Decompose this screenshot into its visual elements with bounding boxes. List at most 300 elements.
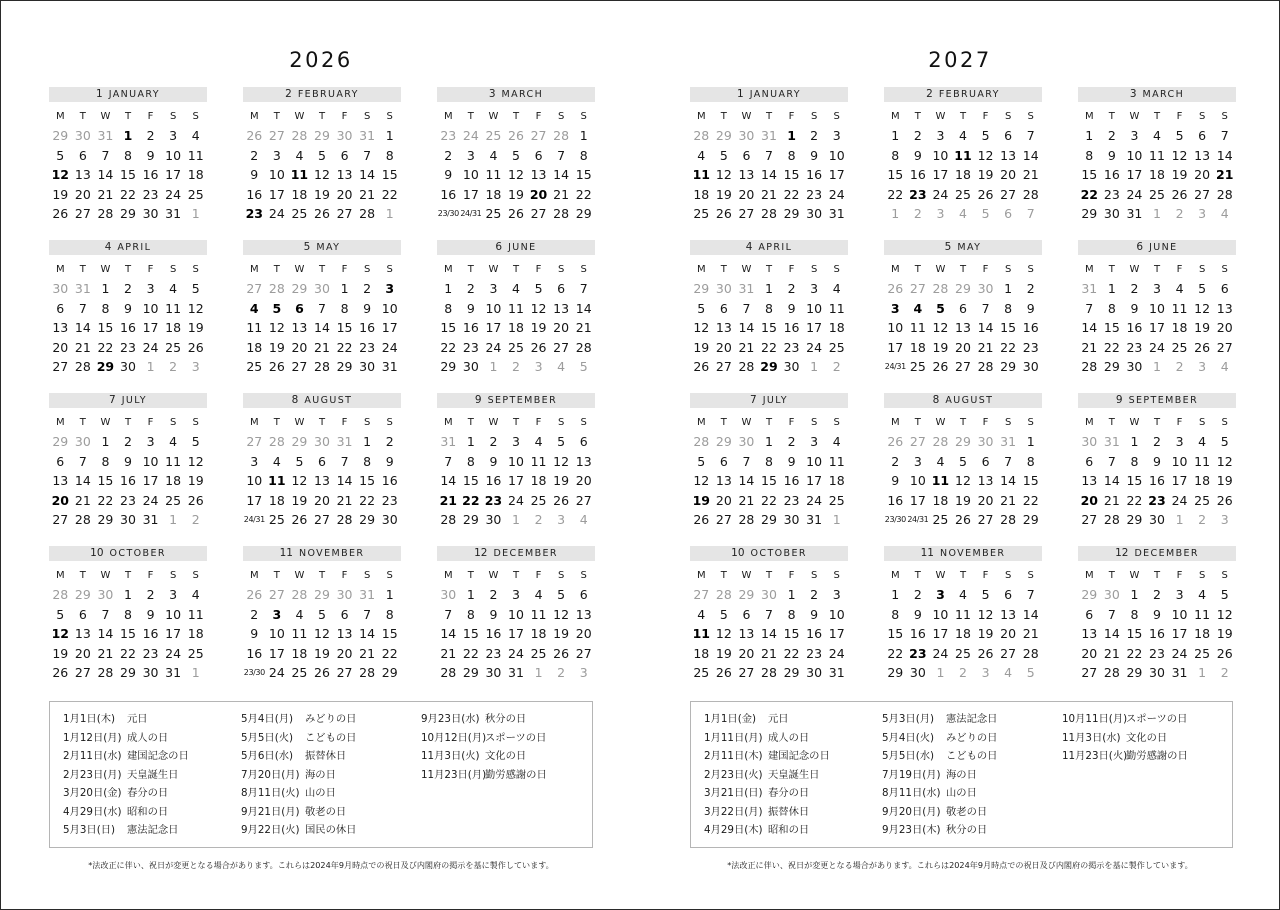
day-cell: 14 [553,167,570,182]
day-cell: 15 [887,167,904,182]
day-cell: 22 [1103,339,1120,355]
day-cell: 12 [187,300,204,316]
day-cell: 4 [1198,587,1207,602]
day-cell: 24 [142,492,159,508]
month-block [243,393,401,530]
day-cell: 26 [1171,186,1188,202]
day-cell: 18 [485,186,502,202]
day-cell: 21 [575,320,592,335]
day-cell: 29 [1081,206,1098,221]
day-cell: 25 [1194,492,1211,508]
day-cell: 11 [1194,606,1211,622]
day-cell: 13 [52,473,69,488]
weekday-label: S [557,416,565,428]
day-cell: 26 [1216,492,1233,508]
day-cell: 20 [715,492,732,508]
day-cell: 27 [291,359,308,374]
weekday-label: M [249,416,259,428]
day-cell: 11 [530,453,547,469]
adjacent-month-day-cell: 5 [1026,665,1035,680]
month-days [690,260,848,377]
day-cell: 24/31 [243,515,265,524]
day-cell: 14 [359,167,376,182]
day-cell: 9 [810,606,819,622]
day-cell: 24 [806,492,823,508]
day-cell: 12 [932,320,949,335]
day-cell: 12 [715,167,732,182]
weekday-label: T [467,263,474,275]
day-cell: 11 [1194,453,1211,469]
day-cell: 7 [1026,587,1035,602]
day-cell: 14 [97,626,114,641]
day-cell: 7 [557,147,566,163]
day-cell: 31 [828,206,845,221]
holiday-name: 元日 [768,713,789,725]
day-cell: 14 [97,167,114,182]
holiday-date: 9月23日(水) [421,713,480,725]
month-number: 2 [285,88,292,100]
month-number: 5 [303,241,311,253]
holiday-date: 11月23日(月) [421,768,487,781]
weekday-label: T [318,569,326,581]
adjacent-month-day-cell: 26 [246,128,263,143]
day-cell: 5 [1198,281,1207,296]
day-cell: 27 [336,206,353,221]
adjacent-month-day-cell: 26 [246,587,263,602]
holiday-item [704,821,876,840]
day-cell: 15 [575,167,592,182]
day-cell: 17 [142,473,159,488]
month-block [884,87,1042,224]
adjacent-month-day-cell: 3 [1198,359,1207,374]
weekday-label: S [1027,110,1034,122]
day-cell: 17 [1149,320,1165,335]
day-cell: 7 [101,147,110,163]
day-cell: 25 [932,512,949,527]
holiday-day-cell: 20 [51,492,69,508]
month-number: 7 [109,394,116,406]
adjacent-month-day-cell: 30 [336,128,353,143]
weekday-label: M [696,110,706,122]
adjacent-month-day-cell: 1 [1175,512,1184,527]
day-cell: 20 [1216,320,1233,335]
day-cell: 9 [489,453,498,469]
weekday-label: F [982,569,989,581]
holiday-item [882,729,1054,748]
day-cell: 30 [1022,359,1039,374]
day-cell: 27 [715,359,732,374]
day-cell: 3 [146,281,155,296]
day-cell: 13 [314,473,330,488]
day-cell: 26 [553,492,570,508]
day-cell: 27 [1216,339,1233,355]
day-cell: 6 [1085,606,1094,622]
weekday-label: M [249,569,259,581]
day-cell: 18 [268,492,285,508]
day-cell: 31 [165,665,182,680]
day-cell: 7 [444,606,453,622]
day-cell: 27 [52,359,69,374]
day-cell: 14 [761,626,777,641]
day-cell: 22 [761,492,777,508]
adjacent-month-day-cell: 27 [246,434,263,449]
day-cell: 14 [1022,147,1039,163]
day-cell: 28 [761,206,777,221]
month-name: APRIL [758,242,793,253]
day-cell: 14 [440,473,457,488]
day-cell: 6 [557,281,566,296]
day-cell: 19 [693,339,710,355]
day-cell: 21 [738,492,755,508]
day-cell: 26 [553,645,570,661]
day-cell: 20 [1081,645,1098,661]
adjacent-month-day-cell: 30 [977,434,994,449]
adjacent-month-day-cell: 31 [74,281,91,296]
weekday-label: F [147,263,154,275]
adjacent-month-day-cell: 25 [485,128,502,143]
day-cell: 12 [715,626,732,641]
holiday-name: 振替休日 [305,750,347,762]
holiday-day-cell: 11 [954,147,972,163]
day-cell: 21 [1022,626,1039,641]
day-cell: 9 [146,606,155,622]
day-cell: 16 [485,626,502,641]
day-cell: 9 [1153,606,1161,622]
holiday-column [421,710,593,784]
day-cell: 8 [444,300,453,316]
day-cell: 6 [340,147,349,163]
day-cell: 29 [440,359,457,374]
weekday-label: S [1027,416,1034,428]
day-cell: 28 [977,359,994,374]
day-cell: 14 [359,626,376,641]
month-number: 7 [750,394,757,406]
holiday-name: 成人の日 [768,731,810,744]
holiday-day-cell: 11 [268,473,286,488]
day-cell: 23 [783,339,800,355]
day-cell: 1 [1130,587,1139,602]
adjacent-month-day-cell: 1 [810,359,819,374]
day-cell: 4 [295,147,304,163]
day-cell: 20 [1000,167,1017,182]
day-cell: 18 [165,473,182,488]
day-cell: 15 [783,167,800,182]
day-cell: 12 [530,300,547,316]
weekday-label: M [55,110,65,122]
adjacent-month-day-cell: 3 [981,665,990,680]
day-cell: 9 [385,453,394,469]
adjacent-month-day-cell: 3 [1220,512,1229,527]
month-block [884,240,1042,377]
day-cell: 19 [553,626,570,641]
day-cell: 23 [1022,339,1039,355]
day-cell: 1 [1026,434,1035,449]
day-cell: 13 [74,167,91,182]
holiday-day-cell: 4 [249,300,259,316]
day-cell: 9 [466,300,475,316]
day-cell: 10 [268,167,285,182]
holiday-date: 1月1日(金) [704,713,757,725]
day-cell: 17 [246,492,263,508]
day-cell: 19 [715,645,732,661]
weekday-label: W [294,416,305,428]
day-cell: 17 [932,626,949,641]
day-cell: 13 [575,453,592,469]
day-cell: 6 [981,453,990,469]
month-name: OCTOBER [750,548,807,559]
weekday-label: S [169,416,177,428]
day-cell: 28 [440,512,457,527]
day-cell: 10 [806,300,823,316]
holiday-item [1062,710,1234,729]
day-cell: 21 [359,645,376,661]
day-cell: 17 [932,167,949,182]
day-cell: 22 [783,186,800,202]
day-cell: 4 [169,434,178,449]
day-cell: 3 [146,434,155,449]
day-cell: 17 [909,492,926,508]
day-cell: 14 [1081,320,1098,335]
month-grid [690,87,1238,683]
day-cell: 8 [385,147,394,163]
weekday-label: S [363,263,371,275]
month-days [437,107,595,224]
day-cell: 4 [295,606,304,622]
month-header [243,393,401,408]
day-cell: 6 [1220,281,1229,296]
holiday-day-cell: 22 [462,492,480,508]
weekday-label: M [443,110,453,122]
holiday-date: 4月29日(水) [63,805,122,818]
month-name: FEBRUARY [938,89,1000,100]
adjacent-month-day-cell: 3 [579,665,588,680]
day-cell: 11 [530,606,547,622]
day-cell: 17 [806,320,823,335]
day-cell: 6 [318,453,326,469]
day-cell: 14 [1103,626,1120,641]
adjacent-month-day-cell: 1 [489,359,498,374]
day-cell: 4 [1175,281,1184,296]
day-cell: 2 [891,453,900,469]
day-cell: 20 [74,186,91,202]
day-cell: 12 [553,606,570,622]
day-cell: 24 [485,339,502,355]
month-name: OCTOBER [109,548,166,559]
month-name: JULY [762,395,788,406]
month-block [49,546,207,683]
weekday-label: T [1108,263,1115,275]
day-cell: 23 [485,645,502,661]
day-cell: 16 [887,492,904,508]
day-cell: 8 [101,300,110,316]
month-days [243,260,401,377]
weekday-label: F [147,569,154,581]
day-cell: 1 [124,587,132,602]
weekday-label: F [1176,110,1183,122]
day-cell: 6 [56,300,65,316]
weekday-label: W [1129,263,1140,275]
holiday-day-cell: 21 [1216,167,1234,182]
day-cell: 31 [806,512,823,527]
month-header [690,393,848,408]
day-cell: 27 [1081,665,1098,680]
holiday-item [241,821,413,840]
adjacent-month-day-cell: 31 [336,434,353,449]
day-cell: 9 [787,453,796,469]
day-cell: 26 [715,665,732,680]
holiday-item [421,766,593,785]
day-cell: 19 [187,473,204,488]
day-cell: 29 [761,512,777,527]
day-cell: 21 [336,492,353,508]
month-header [884,546,1042,561]
day-cell: 14 [1103,473,1120,488]
day-cell: 8 [1130,453,1139,469]
day-cell: 4 [697,606,706,622]
day-cell: 26 [314,665,330,680]
day-cell: 17 [828,167,845,182]
month-number: 12 [1115,547,1129,559]
adjacent-month-day-cell: 28 [268,281,285,296]
day-cell: 12 [1216,453,1233,469]
day-cell: 27 [553,339,570,355]
month-number: 1 [737,88,744,100]
day-cell: 15 [462,473,479,488]
day-cell: 11 [955,606,971,622]
day-cell: 11 [187,147,204,163]
weekday-label: W [935,569,946,581]
adjacent-month-day-cell: 1 [1153,359,1161,374]
month-header [884,240,1042,255]
day-cell: 10 [932,147,949,163]
adjacent-month-day-cell: 30 [314,434,330,449]
adjacent-month-day-cell: 2 [1198,512,1207,527]
weekday-label: S [1198,569,1206,581]
day-cell: 18 [187,626,204,641]
day-cell: 22 [887,186,904,202]
weekday-label: S [810,416,818,428]
month-header [1078,393,1236,408]
weekday-label: T [720,569,727,581]
day-cell: 31 [1171,665,1188,680]
weekday-label: S [1027,263,1034,275]
day-cell: 8 [1085,147,1094,163]
weekday-label: F [341,263,348,275]
weekday-label: T [79,110,86,122]
adjacent-month-day-cell: 29 [693,281,710,296]
holiday-date: 7月20日(月) [241,768,300,781]
day-cell: 19 [932,339,949,355]
day-cell: 29 [97,512,114,527]
day-cell: 25 [268,512,285,527]
day-cell: 13 [1081,626,1098,641]
day-cell: 26 [268,359,285,374]
holiday-item [882,784,1054,803]
day-cell: 23 [1103,186,1120,202]
day-cell: 28 [1081,359,1098,374]
adjacent-month-day-cell: 1 [512,512,520,527]
day-cell: 10 [887,320,904,335]
day-cell: 6 [579,434,588,449]
day-cell: 27 [738,665,755,680]
day-cell: 10 [508,606,524,622]
day-cell: 18 [828,320,845,335]
weekday-label: T [1153,416,1161,428]
day-cell: 30 [806,206,823,221]
holiday-item [421,729,593,748]
adjacent-month-day-cell: 2 [512,359,520,374]
day-cell: 22 [1126,492,1143,508]
month-block [49,393,207,530]
day-cell: 6 [534,147,543,163]
day-cell: 15 [97,473,114,488]
day-cell: 27 [74,665,91,680]
day-cell: 10 [828,606,845,622]
day-cell: 10 [1126,147,1143,163]
adjacent-month-day-cell: 2 [1175,206,1184,221]
day-cell: 25 [530,645,547,661]
day-cell: 25 [1171,339,1188,355]
holiday-name: 天皇誕生日 [127,768,179,781]
adjacent-month-day-cell: 28 [52,587,69,602]
day-cell: 10 [268,626,285,641]
day-cell: 16 [120,320,136,335]
weekday-label: T [467,569,474,581]
weekday-label: T [765,263,773,275]
day-cell: 10 [381,300,398,316]
holiday-date: 9月23日(木) [882,824,941,836]
day-cell: 28 [738,359,755,374]
day-cell: 1 [891,587,900,602]
adjacent-month-day-cell: 27 [909,281,926,296]
day-cell: 14 [1216,147,1233,163]
day-cell: 11 [1171,300,1188,316]
adjacent-month-day-cell: 3 [191,359,200,374]
day-cell: 30 [142,665,159,680]
holiday-day-cell: 1 [787,128,796,143]
adjacent-month-day-cell: 1 [191,206,200,221]
weekday-label: M [443,263,453,275]
holiday-day-cell: 3 [890,300,900,316]
day-cell: 12 [1216,606,1233,622]
month-days [437,413,595,530]
weekday-label: T [1108,569,1115,581]
day-cell: 25 [693,665,710,680]
holiday-name: スポーツの日 [485,731,547,744]
day-cell: 8 [1107,300,1116,316]
adjacent-month-day-cell: 4 [1004,665,1013,680]
adjacent-month-day-cell: 2 [1175,359,1184,374]
day-cell: 29 [381,665,398,680]
holiday-item [241,710,413,729]
day-cell: 27 [1194,186,1211,202]
holiday-item [882,710,1054,729]
holiday-item [882,747,1054,766]
adjacent-month-day-cell: 27 [268,128,285,143]
day-cell: 15 [887,626,904,641]
holiday-item [882,766,1054,785]
day-cell: 12 [1171,147,1188,163]
day-cell: 24/31 [460,209,482,218]
weekday-label: W [100,416,111,428]
month-block [1078,546,1236,683]
weekday-label: S [1221,110,1228,122]
adjacent-month-day-cell: 3 [557,512,566,527]
day-cell: 26 [715,206,732,221]
day-cell: 5 [1220,434,1229,449]
day-cell: 30 [142,206,159,221]
day-cell: 5 [295,453,304,469]
